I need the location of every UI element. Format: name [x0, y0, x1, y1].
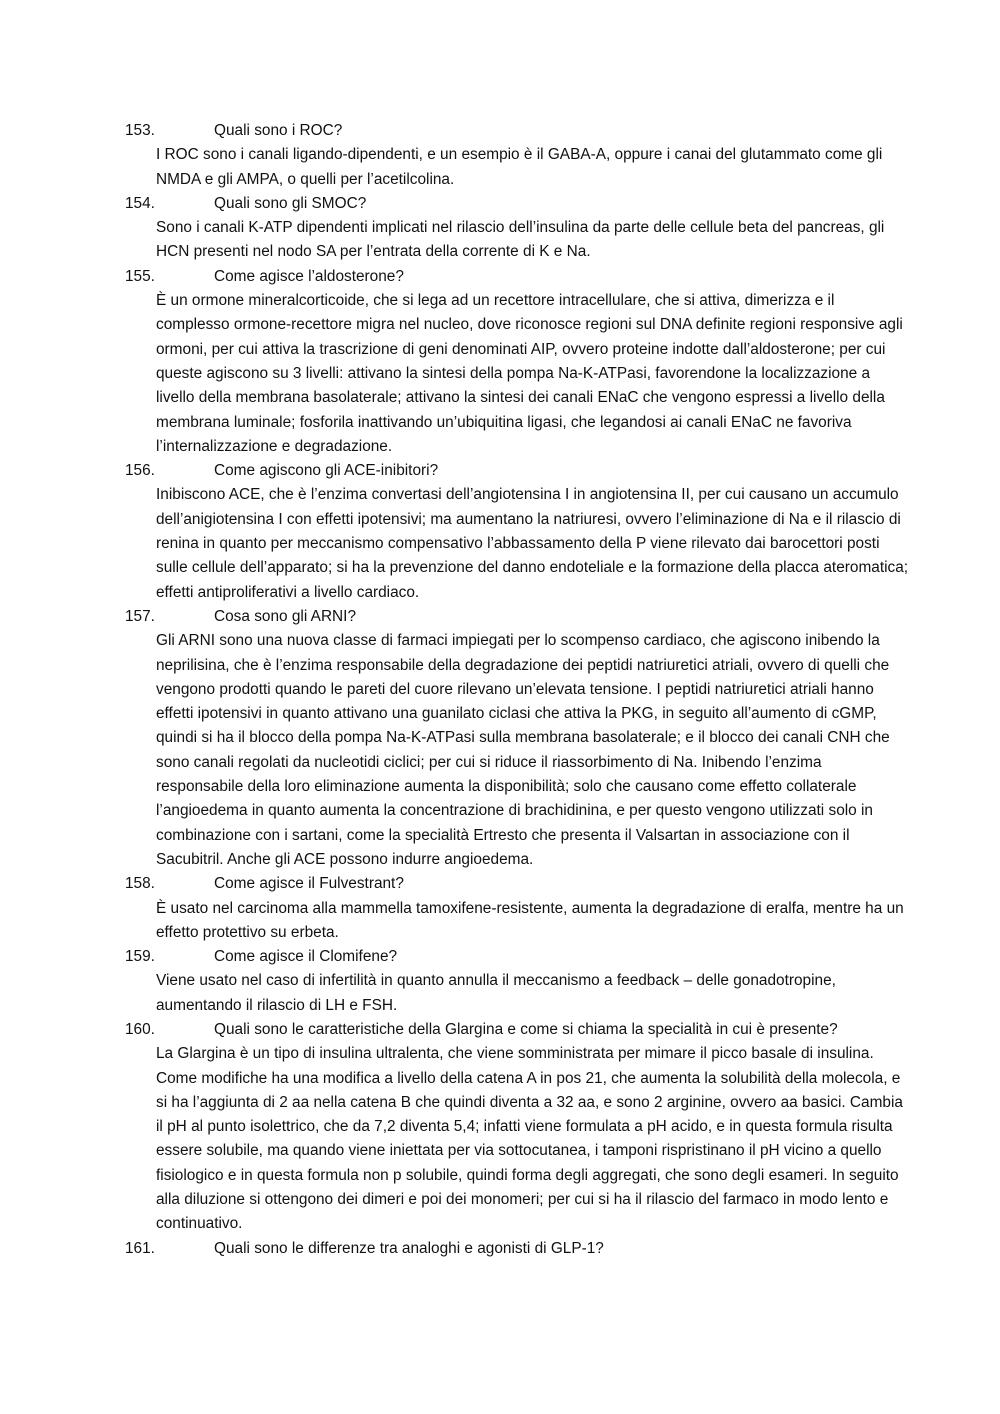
answer-text: Gli ARNI sono una nuova classe di farmaci impiegati per lo scompenso cardiaco, che agiscono inibendo la neprilisina, che è l’enzima responsabile della degradazione dei peptidi natriuretici atriali, ovvero di quelli che vengono prodotti quando le pareti del cuore rilevano un’elevata tensione. I peptidi natriuretici atriali hanno effetti ipotensivi in quanto attivano una guanilato ciclasi che attiva la PKG, in seguito all’aumento di cGMP, quindi si ha il blocco della pompa Na-K-ATPasi sulla membrana basolaterale; e il blocco dei canali CNH che sono canali regolati da nucleotidi ciclici; per cui si riduce il riassorbimento di Na. Inibendo l’enzima responsabile della loro eliminazione aumenta la disponibilità; solo che causano come effetto collaterale l’angioedema in quanto aumenta la concentrazione di brachidinina, e per questo vengono utilizzati solo in combinazione con i sartani, come la specialità Ertresto che presenta il Valsartan in associazione con il Sacubitril. Anche gli ACE possono indurre angioedema. [156, 632, 890, 868]
answer-text: È usato nel carcinoma alla mammella tamoxifene-resistente, aumenta la degradazione di eralfa, mentre ha un effetto protettivo su erbeta. [156, 899, 904, 941]
qa-item-161 [125, 1237, 910, 1261]
question-text: Quali sono gli SMOC? [214, 194, 367, 212]
question-text: Come agisce l’aldosterone? [214, 267, 404, 285]
answer-text: La Glargina è un tipo di insulina ultralenta, che viene somministrata per mimare il picco basale di insulina. Come modifiche ha una modifica a livello della catena A in pos 21, che aumenta la solubilità della molecola, e si ha l’aggiunta di 2 aa nella catena B che quindi diventa a 32 aa, e sono 2 arginine, ovvero aa basici. Cambia il pH al punto isolettrico, che da 7,2 diventa 5,4; infatti viene formulata a pH acido, e in questa formula risulta essere solubile, ma quando viene iniettata per via sottocutanea, i tamponi rispristinano il pH vicino a quello fisiologico e in questa formula non p solubile, quindi forma degli aggregati, che sono degli esameri. In seguito alla diluzione si ottengono dei dimeri e poi dei monomeri; per cui si ha il rilascio del farmaco in modo lento e continuativo. [156, 1045, 903, 1233]
answer-text: Viene usato nel caso di infertilità in quanto annulla il meccanismo a feedback – delle gonadotropine, aumentando il rilascio di LH e FSH. [156, 972, 836, 1014]
question-line [125, 192, 910, 216]
qa-item-153 [125, 119, 910, 192]
answer-text: È un ormone mineralcorticoide, che si lega ad un recettore intracellulare, che si attiva, dimerizza e il complesso ormone-recettore migra nel nucleo, dove riconosce regioni sul DNA definite regioni responsive agli ormoni, per cui attiva la trascrizione di geni denominati AIP, ovvero proteine indotte dall’aldosterone; per cui queste agiscono su 3 livelli: attivano la sintesi della pompa Na-K-ATPasi, favorendone la localizzazione a livello della membrana basolaterale; attivano la sintesi dei canali ENaC che vengono espressi a livello della membrana luminale; fosforila inattivando un’ubiquitina ligasi, che legandosi ai canali ENaC ne favoriva l’internalizzazione e degradazione. [156, 292, 903, 455]
question-text: Cosa sono gli ARNI? [214, 607, 357, 625]
question-number: 154. [125, 194, 155, 212]
qa-item-156 [125, 459, 910, 605]
question-text: Quali sono le differenze tra analoghi e agonisti di GLP-1? [214, 1239, 604, 1257]
qa-item-154 [125, 192, 910, 265]
qa-list [125, 119, 910, 1261]
answer-text: I ROC sono i canali ligando-dipendenti, e un esempio è il GABA-A, oppure i canai del glutammato come gli NMDA e gli AMPA, o quelli per l’acetilcolina. [156, 146, 883, 188]
question-line [125, 605, 910, 629]
answer-text: Inibiscono ACE, che è l’enzima convertasi dell’angiotensina I in angiotensina II, per cui causano un accumulo dell’anigiotensina I con effetti ipotensivi; ma aumentano la natriuresi, ovvero l’eliminazione di Na e il rilascio di renina in quanto per meccanismo compensativo l’abbassamento della P viene rilevato dai barocettori posti sulle cellule dell’apparato; si ha la prevenzione del danno endoteliale e la formazione della placca ateromatica; effetti antiproliferativi a livello cardiaco. [156, 486, 909, 601]
question-number: 161. [125, 1239, 155, 1257]
question-text: Quali sono le caratteristiche della Glargina e come si chiama la specialità in cui è presente? [214, 1020, 838, 1038]
question-line [125, 119, 910, 143]
qa-item-155 [125, 265, 910, 459]
question-line [125, 265, 910, 289]
question-text: Come agisce il Fulvestrant? [214, 875, 404, 893]
question-text: Come agiscono gli ACE-inibitori? [214, 462, 439, 480]
question-number: 160. [125, 1020, 155, 1038]
question-number: 157. [125, 607, 155, 625]
qa-item-159 [125, 945, 910, 1018]
answer-text: Sono i canali K-ATP dipendenti implicati nel rilascio dell’insulina da parte delle cellule beta del pancreas, gli HCN presenti nel nodo SA per l’entrata della corrente di K e Na. [156, 219, 885, 261]
question-line [125, 1018, 910, 1042]
question-number: 158. [125, 875, 155, 893]
question-line [125, 872, 910, 896]
question-number: 159. [125, 948, 155, 966]
question-line [125, 945, 910, 969]
question-line [125, 459, 910, 483]
question-line [125, 1237, 910, 1261]
question-number: 155. [125, 267, 155, 285]
qa-item-160 [125, 1018, 910, 1237]
question-text: Quali sono i ROC? [214, 122, 343, 139]
qa-item-157 [125, 605, 910, 872]
qa-item-158 [125, 872, 910, 945]
question-number: 153. [125, 122, 155, 139]
question-text: Come agisce il Clomifene? [214, 948, 398, 966]
question-number: 156. [125, 462, 155, 480]
